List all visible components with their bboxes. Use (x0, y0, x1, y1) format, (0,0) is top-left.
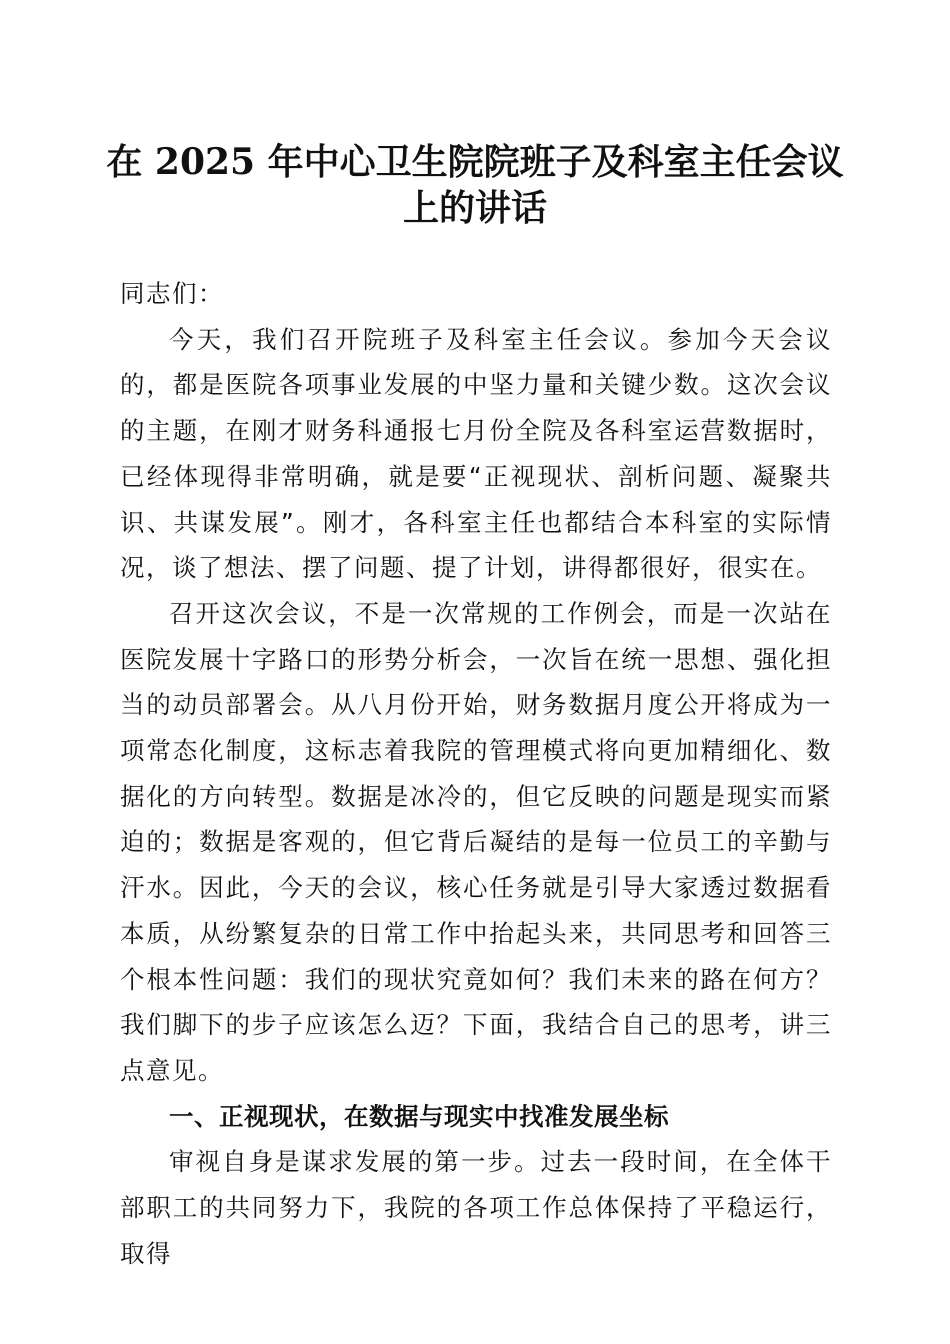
document-title-line-1: 在 2025 年中心卫生院院班子及科室主任会议 (106, 141, 844, 183)
body-paragraph-2: 召开这次会议，不是一次常规的工作例会，而是一次站在医院发展十字路口的形势分析会，一次旨在统一思想、强化担当的动员部署会。从八月份开始，财务数据月度公开将成为一项常态化制度，这标志着我院的管理模式将向更加精细化、数据化的方向转型。数据是冰冷的，但它反映的问题是现实而紧迫的；数据是客观的，但它背后凝结的是每一位员工的辛勤与汗水。因此，今天的会议，核心任务就是引导大家透过数据看本质，从纷繁复杂的日常工作中抬起头来，共同思考和回答三个根本性问题：我们的现状究竟如何？我们未来的路在何方？我们脚下的步子应该怎么迈？下面，我结合自己的思考，讲三点意见。 (120, 598, 832, 1085)
document-body (120, 271, 832, 1276)
section-heading-1: 一、正视现状，在数据与现实中找准发展坐标 (169, 1101, 669, 1131)
section-paragraph-1: 审视自身是谋求发展的第一步。过去一段时间，在全体干部职工的共同努力下，我院的各项工作总体保持了平稳运行，取得 (120, 1147, 832, 1268)
salutation: 同志们： (120, 279, 224, 308)
document-title-line-2: 上的讲话 (402, 187, 547, 229)
body-paragraph-1: 今天，我们召开院班子及科室主任会议。参加今天会议的，都是医院各项事业发展的中坚力量和关键少数。这次会议的主题，在刚才财务科通报七月份全院及各科室运营数据时，已经体现得非常明确，就是要“正视现状、剖析问题、凝聚共识、共谋发展”。刚才，各科室主任也都结合本科室的实际情况，谈了想法、摆了问题、提了计划，讲得都很好，很实在。 (120, 324, 832, 583)
